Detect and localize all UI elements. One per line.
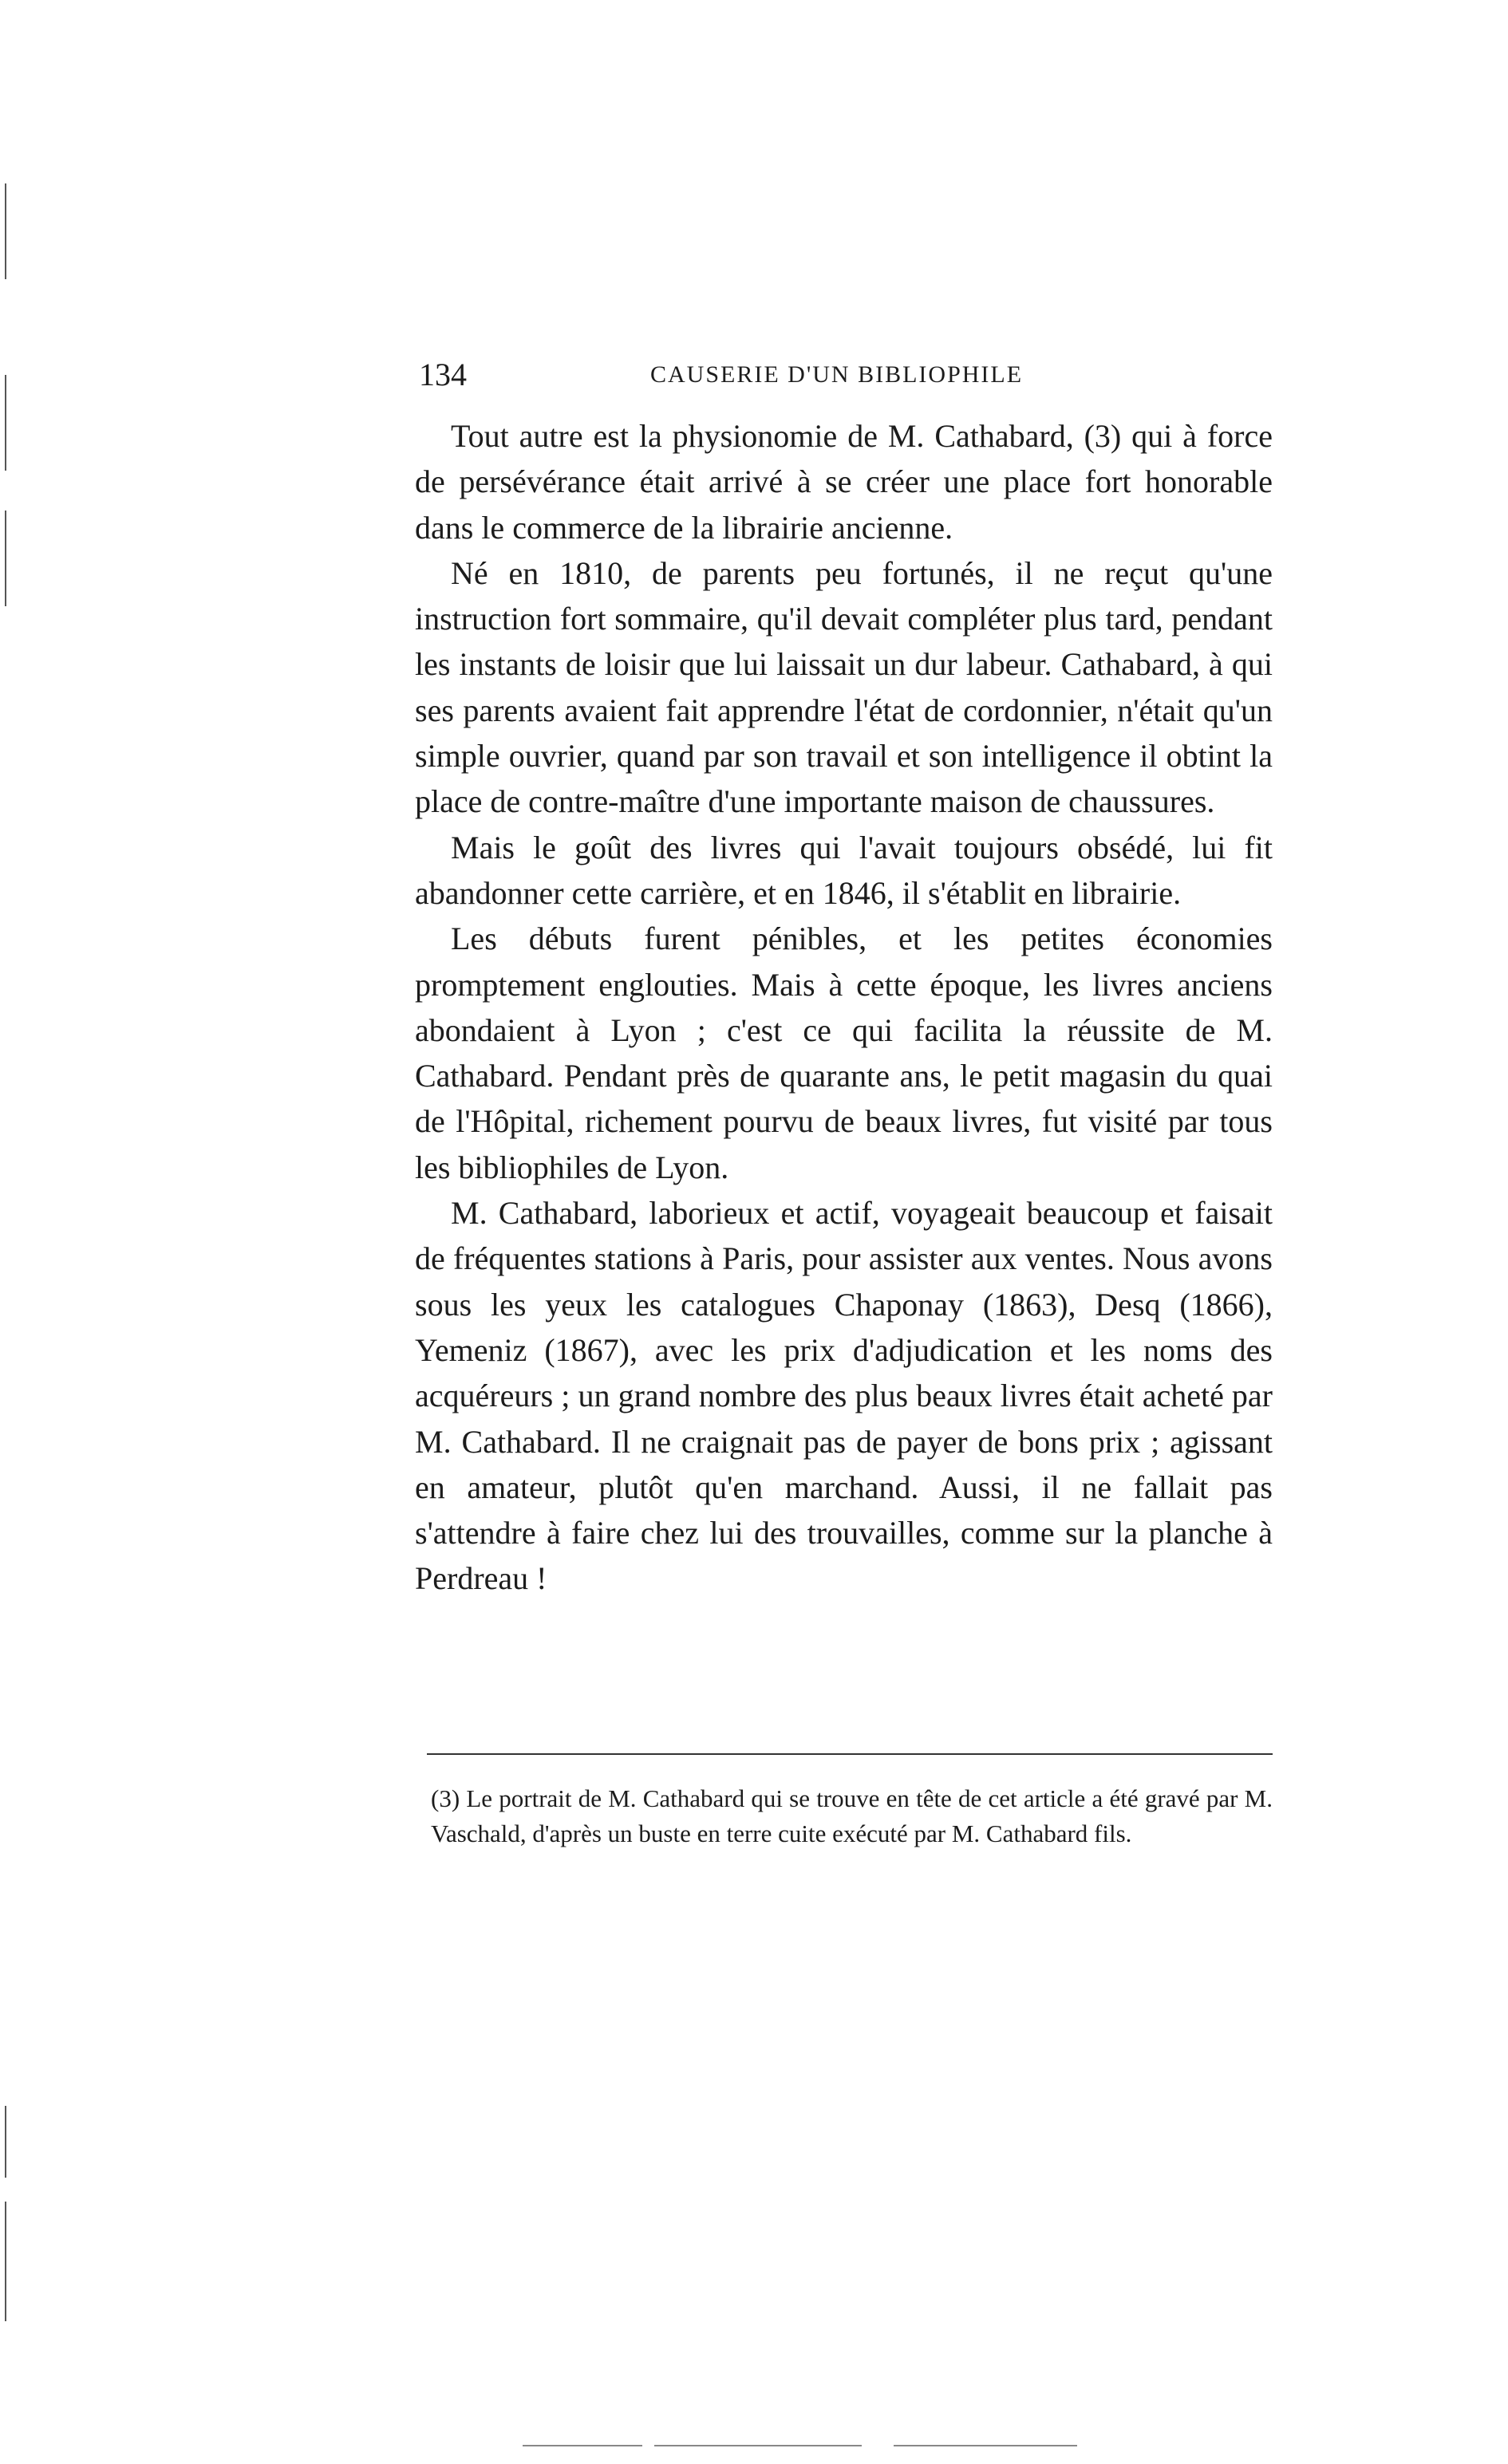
body-text: [415, 413, 1273, 1602]
scan-edge-mark: [5, 2106, 6, 2178]
paragraph: M. Cathabard, laborieux et actif, voyageait beaucoup et faisait de fréquentes stations à Paris, pour assister aux ventes. Nous avons sous les yeux les catalogues Chaponay (1863), Desq (1866), Yemeniz (1867), avec les prix d'adjudication et les noms des acquéreurs ; un grand nombre des plus beaux livres était acheté par M. Cathabard. Il ne craignait pas de payer de bons prix ; agissant en amateur, plutôt qu'en marchand. Aussi, il ne fallait pas s'attendre à faire chez lui des trouvailles, comme sur la planche à Perdreau !: [415, 1195, 1273, 1597]
paragraph: Les débuts furent pénibles, et les petites économies promptement englouties. Mais à cette époque, les livres anciens abondaient à Lyon ; c'est ce qui facilita la réussite de M. Cathabard. Pendant près de quarante ans, le petit magasin du quai de l'Hôpital, richement pourvu de beaux livres, fut visité par tous les bibliophiles de Lyon.: [415, 921, 1273, 1185]
bottom-edge-mark: [654, 2445, 862, 2446]
paragraph: Mais le goût des livres qui l'avait toujours obsédé, lui fit abandonner cette carrière, et en 1846, il s'établit en librairie.: [415, 829, 1273, 911]
bottom-edge-mark: [523, 2445, 642, 2446]
footnote-divider: [427, 1753, 1273, 1755]
running-head: [419, 351, 1277, 399]
paragraph: Né en 1810, de parents peu fortunés, il ne reçut qu'une instruction fort sommaire, qu'il devait compléter plus tard, pendant les instants de loisir que lui laissait un dur labeur. Cathabard, à qui ses parents avaient fait apprendre l'état de cordonnier, n'était qu'un simple ouvrier, quand par son travail et son intelligence il obtint la place de contre-maître d'une importante maison de chaussures.: [415, 554, 1273, 820]
page-number: 134: [419, 357, 467, 392]
scan-edge-mark: [5, 183, 6, 279]
scan-edge-mark: [5, 375, 6, 471]
paragraph: Tout autre est la physionomie de M. Cathabard, (3) qui à force de persévérance était arrivé à se créer une place fort honorable dans le commerce de la librairie ancienne.: [415, 418, 1273, 546]
bottom-edge-mark: [894, 2445, 1077, 2446]
running-title: CAUSERIE D'UN BIBLIOPHILE: [650, 361, 1024, 388]
scan-edge-mark: [5, 511, 6, 606]
footnote: (3) Le portrait de M. Cathabard qui se trouve en tête de cet article a été gravé par M. Vaschald, d'après un buste en terre cuite exécuté par M. Cathabard fils.: [431, 1784, 1273, 1847]
scan-edge-mark: [5, 2202, 6, 2321]
